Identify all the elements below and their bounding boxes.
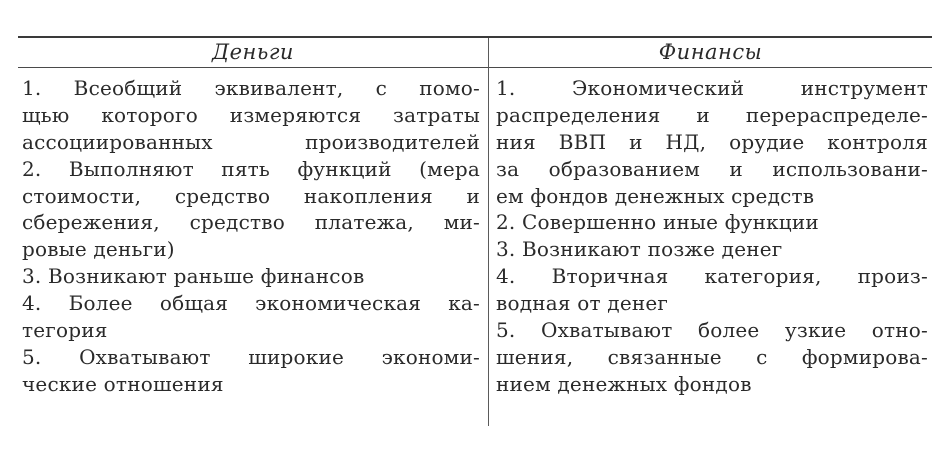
finance-line: 4. Вторичная категория, произ- bbox=[496, 264, 928, 289]
finance-line: 5. Охватывают более узкие отно- bbox=[496, 318, 928, 343]
finance-line: ем фондов денежных средств bbox=[496, 183, 815, 208]
money-line: сбережения, средство платежа, ми- bbox=[22, 210, 480, 235]
finance-line: нием денежных фондов bbox=[496, 371, 752, 396]
finance-line: 2. Совершенно иные функции bbox=[496, 210, 819, 235]
header-money: Деньги bbox=[212, 40, 294, 64]
money-line: стоимости, средство накопления и bbox=[22, 183, 480, 208]
column-divider bbox=[488, 38, 489, 426]
finance-line: шения, связанные с формирова- bbox=[496, 344, 928, 369]
money-line: ровые деньги) bbox=[22, 237, 175, 262]
finance-line: 3. Возникают позже денег bbox=[496, 237, 783, 262]
header-separator-rule bbox=[18, 67, 932, 68]
finance-line: ния ВВП и НД, орудие контроля bbox=[496, 129, 928, 154]
finance-column-cell bbox=[496, 75, 928, 398]
money-line: тегория bbox=[22, 318, 108, 343]
header-finance: Финансы bbox=[658, 40, 763, 64]
money-line: ассоциированных производителей bbox=[22, 129, 480, 154]
finance-line: за образованием и использовани- bbox=[496, 156, 928, 181]
money-line: 5. Охватывают широкие экономи- bbox=[22, 344, 480, 369]
finance-line: водная от денег bbox=[496, 291, 669, 316]
money-line: 2. Выполняют пять функций (мера bbox=[22, 156, 480, 181]
money-column-cell bbox=[22, 75, 480, 398]
comparison-table bbox=[18, 36, 932, 426]
money-line: 3. Возникают раньше финансов bbox=[22, 264, 365, 289]
money-line: 1. Всеобщий эквивалент, с помо- bbox=[22, 76, 480, 100]
money-line: ческие отношения bbox=[22, 371, 224, 396]
finance-line: распределения и перераспределе- bbox=[496, 102, 928, 127]
finance-line: 1. Экономический инструмент bbox=[496, 76, 928, 100]
money-line: щью которого измеряются затраты bbox=[22, 102, 480, 127]
money-line: 4. Более общая экономическая ка- bbox=[22, 291, 480, 316]
